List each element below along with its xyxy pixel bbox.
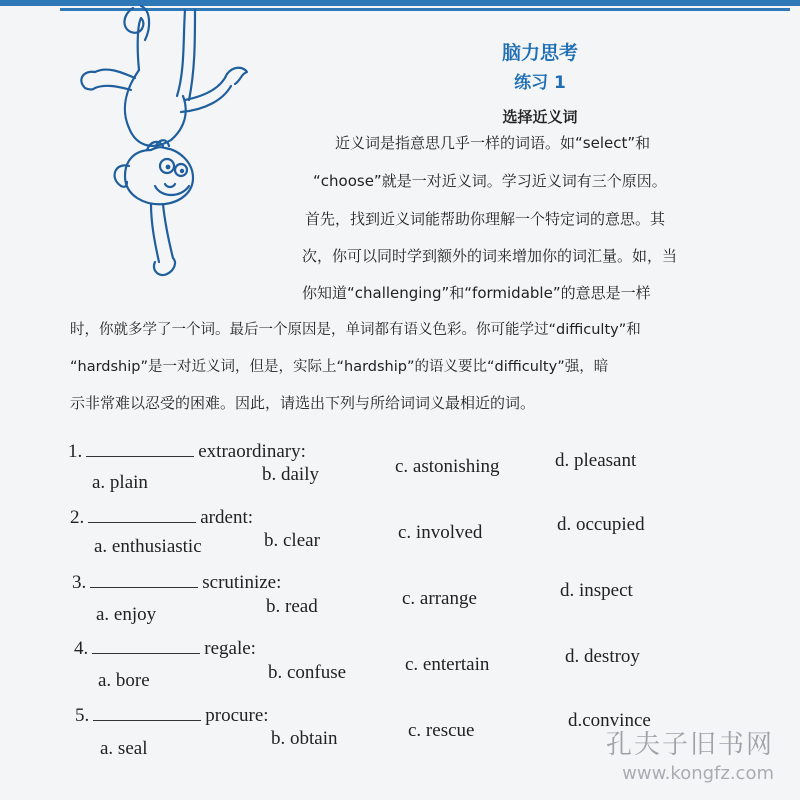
option-3a[interactable]: a. enjoy (96, 604, 157, 625)
intro-line-4: 次，你可以同时学到额外的词来增加你的词汇量。如，当 (302, 247, 678, 265)
option-1d[interactable]: d. pleasant (555, 450, 637, 471)
option-5d[interactable]: d.convince (568, 710, 651, 731)
question-5: 5. procure: (75, 705, 269, 726)
answer-blank[interactable] (93, 704, 201, 721)
option-4b[interactable]: b. confuse (268, 662, 347, 683)
hanging-monkey-icon (55, 0, 295, 280)
option-2d[interactable]: d. occupied (557, 514, 645, 535)
question-4: 4. regale: (74, 638, 256, 659)
answer-blank[interactable] (90, 571, 198, 588)
watermark-url: www.kongfz.com (622, 763, 774, 784)
option-4a[interactable]: a. bore (98, 670, 150, 691)
question-1: 1. extraordinary: (68, 441, 306, 462)
option-1b[interactable]: b. daily (262, 464, 319, 485)
option-2b[interactable]: b. clear (264, 530, 320, 551)
watermark (606, 724, 774, 784)
option-3b[interactable]: b. read (266, 596, 318, 617)
answer-blank[interactable] (88, 506, 196, 523)
intro-line-1: 近义词是指意思几乎一样的词语。如“select”和 (335, 134, 651, 152)
page-title: 脑力思考 (501, 42, 578, 64)
intro-line-3: 首先，找到近义词能帮助你理解一个特定词的意思。其 (305, 210, 666, 228)
answer-blank[interactable] (86, 440, 194, 457)
watermark-text: 孔夫子旧书网 (605, 730, 774, 760)
option-3c[interactable]: c. arrange (402, 588, 477, 609)
intro-line-6: 时，你就多学了一个词。最后一个原因是，单词都有语义色彩。你可能学过“difficulty”和 (70, 322, 641, 338)
option-4d[interactable]: d. destroy (565, 646, 640, 667)
option-1a[interactable]: a. plain (92, 472, 148, 493)
option-3d[interactable]: d. inspect (560, 580, 633, 601)
question-3: 3. scrutinize: (72, 572, 282, 593)
intro-line-7: “hardship”是一对近义词，但是，实际上“hardship”的语义要比“difficulty”强，暗 (70, 359, 609, 375)
intro-line-2: “choose”就是一对近义词。学习近义词有三个原因。 (313, 172, 667, 190)
question-2: 2. ardent: (70, 507, 254, 528)
option-4c[interactable]: c. entertain (405, 654, 490, 675)
option-2c[interactable]: c. involved (398, 522, 483, 543)
intro-line-8: 示非常难以忍受的困难。因此，请选出下列与所给词词义最相近的词。 (70, 394, 536, 412)
section-title: 选择近义词 (502, 108, 578, 126)
option-5b[interactable]: b. obtain (271, 728, 338, 749)
option-5a[interactable]: a. seal (100, 738, 148, 759)
option-5c[interactable]: c. rescue (408, 720, 475, 741)
option-1c[interactable]: c. astonishing (395, 456, 500, 477)
answer-blank[interactable] (92, 637, 200, 654)
option-2a[interactable]: a. enthusiastic (94, 536, 202, 557)
exercise-title: 练习 1 (514, 73, 566, 93)
intro-line-5: 你知道“challenging”和“formidable”的意思是一样 (302, 284, 651, 302)
